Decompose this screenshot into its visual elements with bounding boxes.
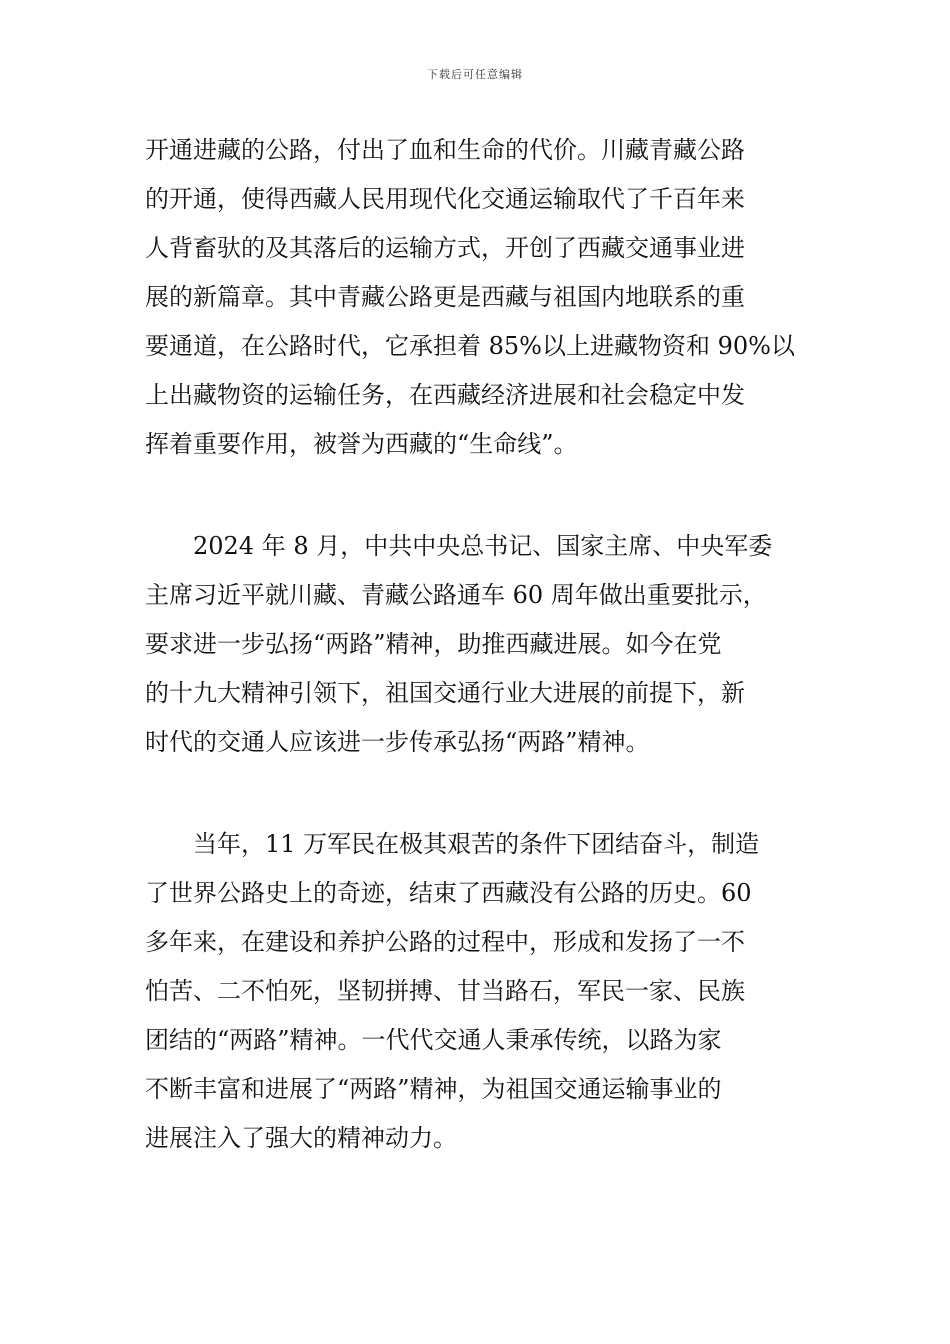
paragraph-1-line-3: 人背畜驮的及其落后的运输方式，开创了西藏交通事业进 (145, 234, 745, 262)
paragraph-1-line-1: 开通进藏的公路，付出了血和生命的代价。川藏青藏公路 (145, 136, 745, 164)
paragraph-1-line-2: 的开通，使得西藏人民用现代化交通运输取代了千百年来 (145, 185, 745, 213)
paragraph-3-line-7: 进展注入了强大的精神动力。 (145, 1124, 457, 1152)
paragraph-1-line-5: 要通道，在公路时代，它承担着 85%以上进藏物资和 90%以 (145, 332, 795, 360)
paragraph-3-line-3: 多年来，在建设和养护公路的过程中，形成和发扬了一不 (145, 928, 745, 956)
paragraph-2-line-4: 的十九大精神引领下，祖国交通行业大进展的前提下，新 (145, 679, 745, 707)
header-note: 下载后可任意编辑 (427, 68, 523, 81)
paragraph-3-line-1: 当年，11 万军民在极其艰苦的条件下团结奋斗，制造 (193, 830, 760, 858)
paragraph-2-line-2: 主席习近平就川藏、青藏公路通车 60 周年做出重要批示， (145, 581, 767, 609)
paragraph-2-line-1: 2024 年 8 月，中共中央总书记、国家主席、中央军委 (193, 532, 773, 560)
paragraph-3-line-2: 了世界公路史上的奇迹，结束了西藏没有公路的历史。60 (145, 879, 752, 907)
paragraph-2-line-5: 时代的交通人应该进一步传承弘扬“两路”精神。 (145, 728, 650, 756)
paragraph-2-line-3: 要求进一步弘扬“两路”精神，助推西藏进展。如今在党 (145, 630, 722, 658)
paragraph-1-line-7: 挥着重要作用，被誉为西藏的“生命线”。 (145, 430, 578, 458)
paragraph-3-line-4: 怕苦、二不怕死，坚韧拼搏、甘当路石，军民一家、民族 (145, 977, 745, 1005)
paragraph-3-line-6: 不断丰富和进展了“两路”精神，为祖国交通运输事业的 (145, 1075, 722, 1103)
paragraph-3-line-5: 团结的“两路”精神。一代代交通人秉承传统，以路为家 (145, 1026, 722, 1054)
paragraph-1-line-4: 展的新篇章。其中青藏公路更是西藏与祖国内地联系的重 (145, 283, 745, 311)
paragraph-1-line-6: 上出藏物资的运输任务，在西藏经济进展和社会稳定中发 (145, 381, 745, 409)
